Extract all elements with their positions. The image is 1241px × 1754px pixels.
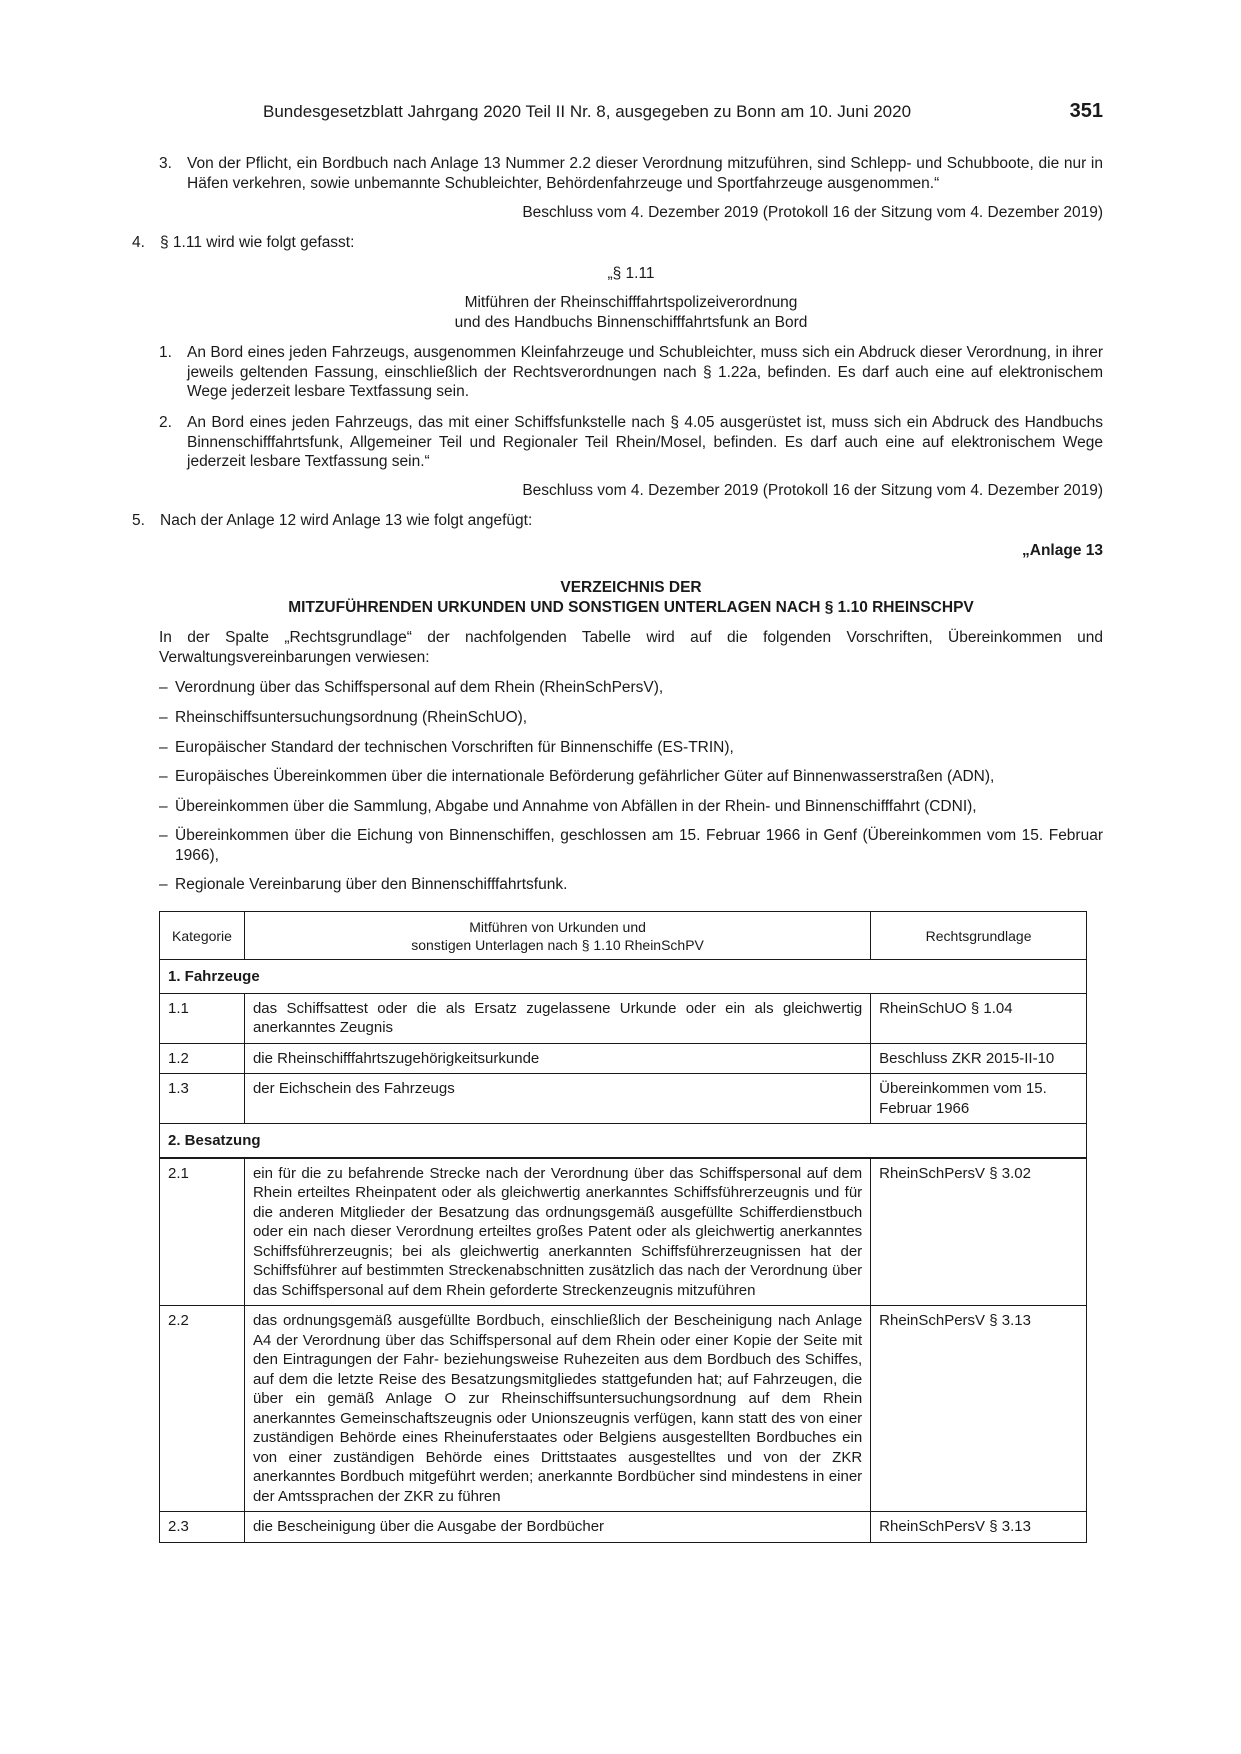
regulation-list-item [159, 708, 1103, 728]
item-text: Nach der Anlage 12 wird Anlage 13 wie folgt angefügt: [160, 512, 533, 529]
cell-rechtsgrundlage: RheinSchPersV § 3.13 [871, 1512, 1087, 1543]
item-text: § 1.11 wird wie folgt gefasst: [160, 234, 355, 251]
regulation-list-text: Europäischer Standard der technischen Vorschriften für Binnenschiffe (ES-TRIN), [175, 739, 734, 756]
table-row [160, 1043, 1087, 1074]
anlage-label: „Anlage 13 [1022, 542, 1103, 559]
verzeichnis-title-line1: VERZEICHNIS DER [560, 579, 702, 596]
table-row [160, 1512, 1087, 1543]
item-text: An Bord eines jeden Fahrzeugs, ausgenommen Kleinfahrzeuge und Schubleichter, muss sich ein Abdruck dieser Verordnung, in ihrer jeweils geltenden Fassung, einschließlich der Rechtsverordnungen nach § 1.22a, befinden. Es darf auch eine auf elektronischem Wege jederzeit lesbare Textfassung sein. [187, 344, 1103, 400]
regulation-list-item [159, 738, 1103, 758]
regulation-list-item [159, 797, 1103, 817]
cell-rechtsgrundlage: RheinSchPersV § 3.02 [871, 1158, 1087, 1306]
section-label: 1. Fahrzeuge [160, 960, 1087, 994]
regulation-list-item [159, 875, 1103, 895]
cell-beschreibung: das ordnungsgemäß ausgefüllte Bordbuch, einschließlich der Bescheinigung nach Anlage A4 der Verordnung über das Schiffspersonal auf dem Rhein oder einer Kopie der Seite mit den Eintragungen der Fahr- beziehungsweise Ruhezeiten aus dem Bordbuch des Schiffes, auf dem die letzte Reise des Besatzungsmitgliedes stattgefunden hat; auf Fahrzeugen, die über ein gemäß Anlage O zur Rheinschiffsuntersuchungsordnung auf dem Rhein anerkanntes Gemeinschaftszeugnis oder Unionszeugnis verfügen, kann statt des von einer zuständigen Behörde eines Rheinuferstaates oder Belgiens ausgestellten Bordbuches ein von einer zuständigen Behörde eines Drittstaates ausgestelltes und von der ZKR anerkanntes Bordbuch mitgeführt werden; anerkannte Bordbücher sind mindestens in einer der Amtssprachen der ZKR zu führen [244, 1306, 870, 1512]
dash-marker: – [159, 679, 168, 696]
dash-marker: – [159, 876, 168, 893]
regulation-list-text: Verordnung über das Schiffspersonal auf dem Rhein (RheinSchPersV), [175, 679, 664, 696]
header-mitfuehren-line1: Mitführen von Urkunden und [469, 918, 646, 935]
regulation-list-item [159, 678, 1103, 698]
cell-beschreibung: das Schiffsattest oder die als Ersatz zugelassene Urkunde oder ein als gleichwertig anerkanntes Zeugnis [244, 993, 870, 1043]
beschluss-note-2: Beschluss vom 4. Dezember 2019 (Protokoll 16 der Sitzung vom 4. Dezember 2019) [522, 482, 1103, 499]
verzeichnis-title-line2: MITZUFÜHRENDEN URKUNDEN UND SONSTIGEN UNTERLAGEN NACH § 1.10 RHEINSCHPV [288, 599, 974, 616]
item-number: 1. [159, 344, 172, 361]
item-number: 3. [159, 155, 172, 172]
header-mitfuehren-line2: sonstigen Unterlagen nach § 1.10 RheinSchPV [411, 936, 704, 953]
section-row-besatzung [160, 1124, 1087, 1158]
section-title: „§ 1.11 [607, 265, 655, 282]
cell-rechtsgrundlage: RheinSchPersV § 3.13 [871, 1306, 1087, 1512]
regulation-list-text: Übereinkommen über die Eichung von Binnenschiffen, geschlossen am 15. Februar 1966 in Genf (Übereinkommen vom 15. Februar 1966), [175, 827, 1103, 864]
regulation-list-item [159, 826, 1103, 865]
cell-beschreibung: die Bescheinigung über die Ausgabe der Bordbücher [244, 1512, 870, 1543]
item-text: Von der Pflicht, ein Bordbuch nach Anlage 13 Nummer 2.2 dieser Verordnung mitzuführen, sind Schlepp- und Schubboote, die nur in Häfen verkehren, sowie unbemannte Schubleichter, Behördenfahrzeuge und Sportfahrzeuge ausgenommen.“ [187, 155, 1103, 192]
beschluss-note-1: Beschluss vom 4. Dezember 2019 (Protokoll 16 der Sitzung vom 4. Dezember 2019) [522, 204, 1103, 221]
section-row-fahrzeuge [160, 960, 1087, 994]
regulation-list-text: Rheinschiffsuntersuchungsordnung (RheinSchUO), [175, 709, 528, 726]
regulation-list-text: Regionale Vereinbarung über den Binnenschifffahrtsfunk. [175, 876, 568, 893]
header-rechtsgrundlage: Rechtsgrundlage [871, 912, 1087, 960]
paragraph-1 [159, 343, 1103, 402]
table-row [160, 1306, 1087, 1512]
cell-rechtsgrundlage: Übereinkommen vom 15. Februar 1966 [871, 1074, 1087, 1124]
section-heading-line1: Mitführen der Rheinschifffahrtspolizeiverordnung [464, 294, 798, 311]
regulation-list-text: Übereinkommen über die Sammlung, Abgabe und Annahme von Abfällen in der Rhein- und Binnenschifffahrt (CDNI), [175, 798, 977, 815]
item-number: 5. [132, 512, 145, 529]
cell-beschreibung: die Rheinschifffahrtszugehörigkeitsurkunde [244, 1043, 870, 1074]
intro-paragraph: In der Spalte „Rechtsgrundlage“ der nachfolgenden Tabelle wird auf die folgenden Vorschriften, Übereinkommen und Verwaltungsvereinbarungen verwiesen: [159, 629, 1103, 666]
cell-beschreibung: ein für die zu befahrende Strecke nach der Verordnung über das Schiffspersonal auf dem Rhein erteiltes Rheinpatent oder als gleichwertig anerkanntes Schiffsführerzeugnis und für die anderen Mitglieder der Besatzung das ordnungsgemäß ausgefüllte Schifferdienstbuch oder ein nach dieser Verordnung erteiltes großes Patent oder als gleichwertig anerkanntes Schiffsführerzeugnis; bei als gleichwertig anerkannten Schiffsführerzeugnissen hat der Schiffsführer auf bestimmten Streckenabschnitten zusätzlich das nach der Verordnung über das Schiffspersonal auf dem Rhein geforderte Streckenzeugnis mitzuführen [244, 1158, 870, 1306]
list-item-3 [159, 154, 1103, 193]
page-header [263, 100, 1103, 124]
regulation-list-item [159, 767, 1103, 787]
cell-kategorie: 1.3 [160, 1074, 245, 1124]
cell-kategorie: 2.2 [160, 1306, 245, 1512]
section-heading-line2: und des Handbuchs Binnenschifffahrtsfunk an Bord [454, 314, 808, 331]
cell-kategorie: 1.1 [160, 993, 245, 1043]
cell-kategorie: 1.2 [160, 1043, 245, 1074]
page-number: 351 [1069, 100, 1103, 122]
table-row [160, 993, 1087, 1043]
header-mitfuehren [244, 912, 870, 960]
cell-rechtsgrundlage: Beschluss ZKR 2015-II-10 [871, 1043, 1087, 1074]
table-header-row [160, 912, 1087, 960]
documents-table [159, 911, 1087, 1543]
table-row [160, 1074, 1087, 1124]
item-number: 4. [132, 234, 145, 251]
item-text: An Bord eines jeden Fahrzeugs, das mit einer Schiffsfunkstelle nach § 4.05 ausgerüstet ist, muss sich ein Abdruck des Handbuchs Binnenschifffahrtsfunk, Allgemeiner Teil und Regionaler Teil Rhein/Mosel, befinden. Es darf auch eine auf elektronischem Wege jederzeit lesbare Textfassung sein.“ [187, 414, 1103, 470]
dash-marker: – [159, 768, 168, 785]
paragraph-2 [159, 413, 1103, 472]
table-row [160, 1158, 1087, 1306]
cell-kategorie: 2.3 [160, 1512, 245, 1543]
header-kategorie: Kategorie [160, 912, 245, 960]
cell-beschreibung: der Eichschein des Fahrzeugs [244, 1074, 870, 1124]
item-number: 2. [159, 414, 172, 431]
dash-marker: – [159, 827, 168, 844]
cell-kategorie: 2.1 [160, 1158, 245, 1306]
header-text: Bundesgesetzblatt Jahrgang 2020 Teil II Nr. 8, ausgegeben zu Bonn am 10. Juni 2020 [263, 102, 912, 121]
dash-marker: – [159, 739, 168, 756]
section-label: 2. Besatzung [160, 1124, 1087, 1158]
regulation-list-text: Europäisches Übereinkommen über die internationale Beförderung gefährlicher Güter auf Binnenwasserstraßen (ADN), [175, 768, 995, 785]
dash-marker: – [159, 798, 168, 815]
cell-rechtsgrundlage: RheinSchUO § 1.04 [871, 993, 1087, 1043]
dash-marker: – [159, 709, 168, 726]
